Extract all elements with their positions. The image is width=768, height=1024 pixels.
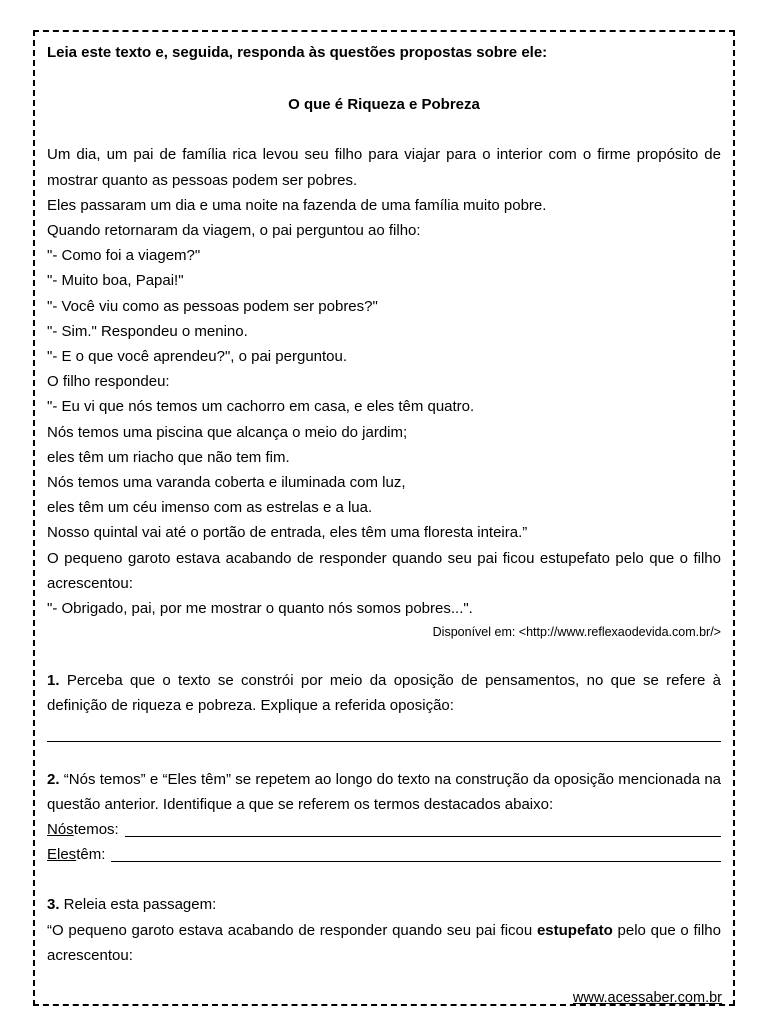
answer-line[interactable]	[47, 719, 721, 742]
story-line: "- E o que você aprendeu?", o pai perguntou.	[47, 348, 348, 366]
question-body: “Nós temos” e “Eles têm” se repetem ao longo do texto na construção da oposição mencionada na questão anterior. Identifique a que se referem os termos destacados abaixo:	[47, 770, 721, 813]
term-eles: Eles	[47, 846, 77, 864]
story-line: Um dia, um pai de família rica levou seu filho para viajar para o interior com o firme propósito de mostrar quanto as pessoas podem ser pobres.	[47, 146, 721, 189]
question-number: 3.	[47, 896, 60, 914]
term-nos: Nós	[47, 821, 74, 839]
story-line: Nós temos uma varanda coberta e iluminada com luz,	[47, 474, 406, 492]
question-3-text	[47, 892, 721, 917]
term-label: têm:	[76, 846, 106, 864]
quote-text: “O pequeno garoto estava acabando de responder quando seu pai ficou	[47, 921, 537, 939]
question-body: Releia esta passagem:	[59, 896, 217, 914]
question-2	[47, 767, 721, 868]
fill-row-nos	[47, 817, 721, 842]
fill-row-eles	[47, 842, 721, 867]
question-number: 1.	[47, 672, 60, 690]
question-1-text	[47, 668, 721, 718]
answer-blank[interactable]	[125, 818, 721, 837]
question-body: Perceba que o texto se constrói por meio da oposição de pensamentos, no que se refere à definição de riqueza e pobreza. Explique a referida oposição:	[47, 672, 721, 715]
term-label: temos:	[73, 821, 119, 839]
question-3-quote	[47, 918, 721, 968]
story-title: O que é Riqueza e Pobreza	[288, 96, 480, 114]
question-3	[47, 892, 721, 968]
story-line: "- Como foi a viagem?"	[47, 247, 201, 265]
quote-bold-word: estupefato	[536, 921, 613, 939]
footer-url[interactable]: www.acessaber.com.br	[572, 990, 722, 1006]
story-line: eles têm um céu imenso com as estrelas e a lua.	[47, 499, 373, 517]
story-line: Nós temos uma piscina que alcança o meio do jardim;	[47, 423, 408, 441]
story-line: "- Muito boa, Papai!"	[47, 272, 184, 290]
question-1	[47, 668, 721, 741]
story-line: "- Eu vi que nós temos um cachorro em casa, e eles têm quatro.	[47, 398, 475, 416]
story-line: "- Você viu como as pessoas podem ser pobres?"	[47, 297, 378, 315]
answer-blank[interactable]	[111, 843, 721, 862]
source-citation: Disponível em: <http://www.reflexaodevida.com.br/>	[432, 625, 721, 640]
quote-text: pelo que o filho acrescentou:	[47, 921, 721, 964]
story-line: Nosso quintal vai até o portão de entrada, eles têm uma floresta inteira.”	[47, 524, 528, 542]
question-2-text	[47, 767, 721, 817]
story-text	[47, 142, 721, 621]
question-number: 2.	[47, 770, 60, 788]
story-line: O pequeno garoto estava acabando de responder quando seu pai ficou estupefato pelo que o filho acrescentou:	[47, 549, 721, 592]
story-line: Eles passaram um dia e uma noite na fazenda de uma família muito pobre.	[47, 196, 547, 214]
instruction: Leia este texto e, seguida, responda às questões propostas sobre ele:	[47, 44, 548, 61]
story-line: "- Obrigado, pai, por me mostrar o quanto nós somos pobres...".	[47, 600, 473, 618]
story-line: Quando retornaram da viagem, o pai perguntou ao filho:	[47, 222, 421, 240]
worksheet-content	[47, 40, 721, 968]
story-line: "- Sim." Respondeu o menino.	[47, 322, 248, 340]
story-line: O filho respondeu:	[47, 373, 170, 391]
story-line: eles têm um riacho que não tem fim.	[47, 448, 290, 466]
